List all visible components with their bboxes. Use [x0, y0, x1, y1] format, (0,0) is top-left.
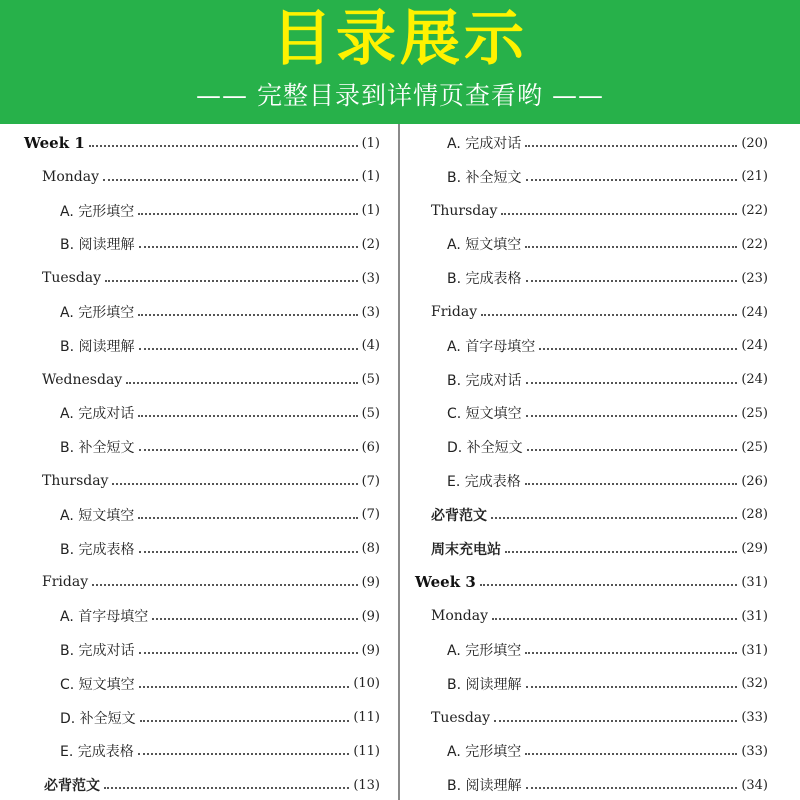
dot-leader: [138, 415, 357, 417]
dot-leader: [138, 314, 357, 316]
toc-entry-label: Thursday: [431, 202, 498, 219]
toc-entry: [60, 334, 380, 358]
toc-entry: [60, 300, 380, 324]
toc-entry-label: A. 首字母填空: [447, 338, 536, 355]
toc-entry-page: (3): [361, 270, 380, 286]
toc-entry-label: B. 补全短文: [60, 440, 135, 457]
toc-entry-label: 周末充电站: [431, 541, 501, 558]
toc-entry-label: Week 3: [415, 573, 476, 592]
dot-leader: [140, 720, 350, 722]
toc-entry: [447, 165, 768, 189]
toc-entry-page: (31): [741, 608, 768, 624]
toc-entry: [60, 232, 380, 256]
toc-entry-page: (13): [353, 777, 380, 793]
toc-entry: [60, 672, 380, 696]
dot-leader: [126, 382, 357, 384]
toc-entry-page: (33): [741, 743, 768, 759]
toc-entry: [447, 401, 768, 425]
toc-entry-page: (23): [741, 270, 768, 286]
toc-entry-label: A. 完形填空: [447, 744, 522, 761]
dot-leader: [525, 652, 737, 654]
dot-leader: [139, 686, 350, 688]
toc-entry: [60, 604, 380, 628]
toc-entry-label: Tuesday: [42, 270, 102, 287]
toc-entry-page: (5): [361, 372, 380, 388]
toc-entry-page: (9): [361, 574, 380, 590]
toc-entry-label: A. 完形填空: [60, 203, 135, 220]
toc-entry: [42, 368, 380, 392]
toc-entry-label: E. 完成表格: [447, 474, 521, 490]
dot-leader: [526, 415, 738, 417]
toc-entry: [447, 638, 768, 662]
toc-entry: [415, 570, 768, 594]
toc-entry-page: (26): [741, 473, 768, 489]
toc-entry-label: 必背范文: [431, 507, 487, 524]
toc-entry-page: (28): [741, 507, 768, 523]
dot-leader: [501, 213, 737, 215]
toc-entry-label: B. 完成对话: [60, 643, 135, 659]
toc-entry-page: (3): [361, 304, 380, 320]
toc-entry-page: (9): [361, 608, 380, 624]
toc-entry-label: B. 阅读理解: [60, 237, 135, 254]
toc-entry-page: (11): [353, 743, 380, 759]
toc-entry-label: A. 完成对话: [60, 406, 135, 423]
dot-leader: [89, 145, 358, 147]
toc-entry: [42, 266, 380, 290]
toc-entry-page: (24): [741, 304, 768, 320]
toc-entry: [60, 739, 380, 763]
toc-entry: [447, 435, 768, 459]
toc-entry-label: A. 完形填空: [447, 643, 522, 659]
toc-entry: [42, 469, 380, 493]
toc-entry-page: (34): [741, 777, 768, 793]
dot-leader: [480, 584, 738, 586]
toc-entry-label: 必背范文: [44, 778, 100, 795]
dot-leader: [505, 551, 737, 553]
toc-entry-page: (25): [741, 439, 768, 455]
toc-entry: [60, 199, 380, 223]
dot-leader: [139, 246, 358, 248]
dot-leader: [481, 314, 737, 316]
toc-entry: [60, 503, 380, 527]
dot-leader: [103, 179, 358, 181]
dot-leader: [92, 584, 357, 586]
toc-entry-label: Wednesday: [42, 371, 123, 388]
toc-entry-page: (29): [741, 541, 768, 557]
toc-entry: [60, 706, 380, 730]
toc-entry: [447, 469, 768, 493]
dot-leader: [104, 787, 349, 789]
toc-entry: [431, 604, 768, 628]
toc-entry-label: Tuesday: [431, 709, 491, 726]
toc-entry-label: Friday: [431, 304, 478, 320]
toc-left-column: [0, 124, 397, 800]
toc-entry: [447, 232, 768, 256]
page-title: 目录展示: [272, 4, 528, 74]
toc-entry: [60, 401, 380, 425]
toc-entry-page: (21): [741, 169, 768, 185]
dot-leader: [139, 449, 358, 451]
toc-entry: [60, 435, 380, 459]
toc-entry-page: (24): [741, 338, 768, 354]
toc-entry-page: (7): [361, 507, 380, 523]
toc-entry-label: Week 1: [24, 134, 85, 152]
dot-leader: [139, 551, 358, 553]
dot-leader: [526, 787, 738, 789]
toc-entry-label: Thursday: [42, 473, 109, 489]
toc-entry-page: (25): [741, 405, 768, 421]
toc-entry-page: (33): [741, 710, 768, 726]
toc-entry-page: (1): [361, 169, 380, 185]
toc-entry-page: (2): [361, 236, 380, 252]
toc-entry: [447, 672, 768, 696]
column-divider: [398, 124, 400, 800]
toc-entry-page: (22): [741, 203, 768, 219]
toc-entry-page: (1): [361, 203, 380, 219]
dot-leader: [492, 618, 737, 620]
toc-entry: [447, 266, 768, 290]
dot-leader: [526, 686, 738, 688]
toc-entry-label: A. 首字母填空: [60, 609, 149, 626]
dot-leader: [112, 483, 357, 485]
toc-entry-label: B. 阅读理解: [60, 338, 135, 355]
toc-entry-label: E. 完成表格: [60, 744, 134, 761]
toc-entry: [447, 368, 768, 392]
dot-leader: [138, 753, 350, 755]
dot-leader: [138, 517, 357, 519]
toc-entry: [60, 638, 380, 662]
toc-entry: [60, 537, 380, 561]
toc-entry: [24, 131, 380, 155]
dot-leader: [494, 720, 737, 722]
toc-entry: [447, 334, 768, 358]
toc-entry: [431, 300, 768, 324]
toc-entry-label: B. 完成表格: [447, 271, 522, 288]
toc-entry-page: (24): [741, 372, 768, 388]
dot-leader: [526, 382, 738, 384]
toc-entry-label: B. 阅读理解: [447, 778, 522, 795]
toc-entry-page: (7): [361, 473, 380, 489]
dot-leader: [491, 517, 737, 519]
dot-leader: [105, 280, 358, 282]
toc-entry-label: B. 阅读理解: [447, 676, 522, 693]
dot-leader: [139, 652, 358, 654]
dot-leader: [152, 618, 357, 620]
toc-entry-label: B. 补全短文: [447, 169, 522, 186]
toc-entry-label: B. 完成表格: [60, 541, 135, 558]
toc-entry-page: (5): [361, 405, 380, 421]
toc-entry-label: Monday: [431, 608, 488, 625]
dot-leader: [139, 348, 358, 350]
toc-entry-page: (1): [361, 135, 380, 151]
dot-leader: [539, 348, 737, 350]
toc-entry-label: Monday: [42, 168, 99, 185]
dot-leader: [527, 449, 738, 451]
toc-right-column: [403, 124, 800, 800]
toc-entry-label: A. 短文填空: [60, 507, 135, 524]
dot-leader: [525, 483, 738, 485]
toc-entry-label: B. 完成对话: [447, 372, 522, 389]
toc-entry-label: C. 短文填空: [60, 676, 135, 693]
toc-entry-page: (31): [741, 642, 768, 658]
toc-entry: [447, 131, 768, 155]
toc-entry: [42, 570, 380, 594]
dot-leader: [525, 145, 737, 147]
toc-entry-label: C. 短文填空: [447, 406, 522, 423]
toc-entry: [447, 739, 768, 763]
dot-leader: [525, 753, 737, 755]
toc-entry-label: A. 短文填空: [447, 237, 522, 254]
toc-entry: [447, 773, 768, 797]
toc-entry-page: (8): [361, 541, 380, 557]
toc-entry-page: (31): [741, 574, 768, 590]
toc-entry: [431, 199, 768, 223]
toc-entry-label: D. 补全短文: [447, 440, 523, 457]
toc-entry: [42, 165, 380, 189]
toc-entry-page: (11): [353, 710, 380, 726]
toc-entry-label: A. 完成对话: [447, 136, 522, 152]
page-subtitle: —— 完整目录到详情页查看哟 ——: [196, 81, 604, 110]
toc-entry: [44, 773, 380, 797]
toc-entry-page: (22): [741, 236, 768, 252]
toc-entry: [431, 503, 768, 527]
toc-entry-page: (10): [353, 676, 380, 692]
toc-entry-page: (6): [361, 439, 380, 455]
toc-entry: [431, 537, 768, 561]
dot-leader: [138, 213, 357, 215]
toc-entry-page: (4): [361, 338, 380, 354]
header-banner: [0, 0, 800, 124]
toc-entry-page: (32): [741, 676, 768, 692]
dot-leader: [526, 179, 738, 181]
toc-entry-label: Friday: [42, 574, 89, 591]
dot-leader: [526, 280, 738, 282]
toc-entry: [431, 706, 768, 730]
toc-entry-label: D. 补全短文: [60, 710, 136, 727]
toc-entry-page: (20): [741, 135, 768, 151]
toc-entry-page: (9): [361, 642, 380, 658]
toc-entry-label: A. 完形填空: [60, 305, 135, 321]
dot-leader: [525, 246, 737, 248]
